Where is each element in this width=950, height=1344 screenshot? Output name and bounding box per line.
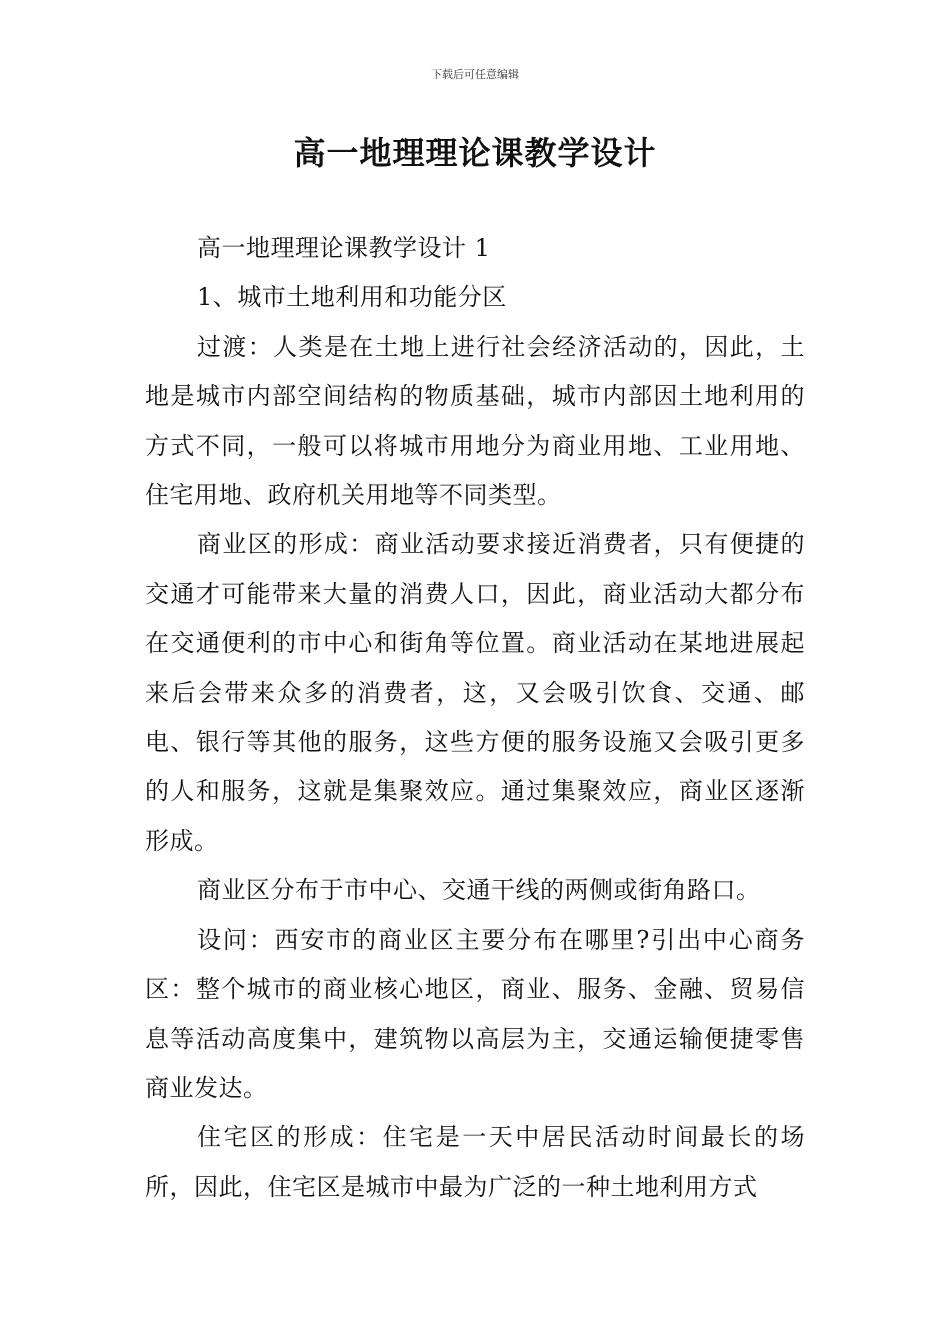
document-title: 高一地理理论课教学设计 (293, 134, 657, 172)
paragraph-residential-formation: 住宅区的形成：住宅是一天中居民活动时间最长的场所，因此，住宅区是城市中最为广泛的一种土地利用方式 (145, 1123, 805, 1201)
header-note: 下载后可任意编辑 (431, 68, 519, 81)
document-body (145, 224, 805, 1212)
paragraph-question-cbd: 设问：西安市的商业区主要分布在哪里?引出中心商务区：整个城市的商业核心地区，商业、服务、金融、贸易信息等活动高度集中，建筑物以高层为主，交通运输便捷零售商业发达。 (145, 925, 805, 1102)
paragraph-transition: 过渡：人类是在土地上进行社会经济活动的，因此，土地是城市内部空间结构的物质基础，城市内部因土地利用的方式不同，一般可以将城市用地分为商业用地、工业用地、住宅用地、政府机关用地等不同类型。 (145, 332, 805, 510)
paragraph-commercial-formation: 商业区的形成：商业活动要求接近消费者，只有便捷的交通才可能带来大量的消费人口，因此，商业活动大都分布在交通便利的市中心和街角等位置。商业活动在某地进展起来后会带来众多的消费者，这，又会吸引饮食、交通、邮电、银行等其他的服务，这些方便的服务设施又会吸引更多的人和服务，这就是集聚效应。通过集聚效应，商业区逐渐形成。 (145, 530, 805, 855)
paragraph-section-heading: 1、城市土地利用和功能分区 (197, 283, 507, 312)
paragraph-commercial-distribution: 商业区分布于市中心、交通干线的两侧或街角路口。 (197, 876, 761, 905)
paragraph-subtitle: 高一地理理论课教学设计 1 (197, 234, 491, 262)
